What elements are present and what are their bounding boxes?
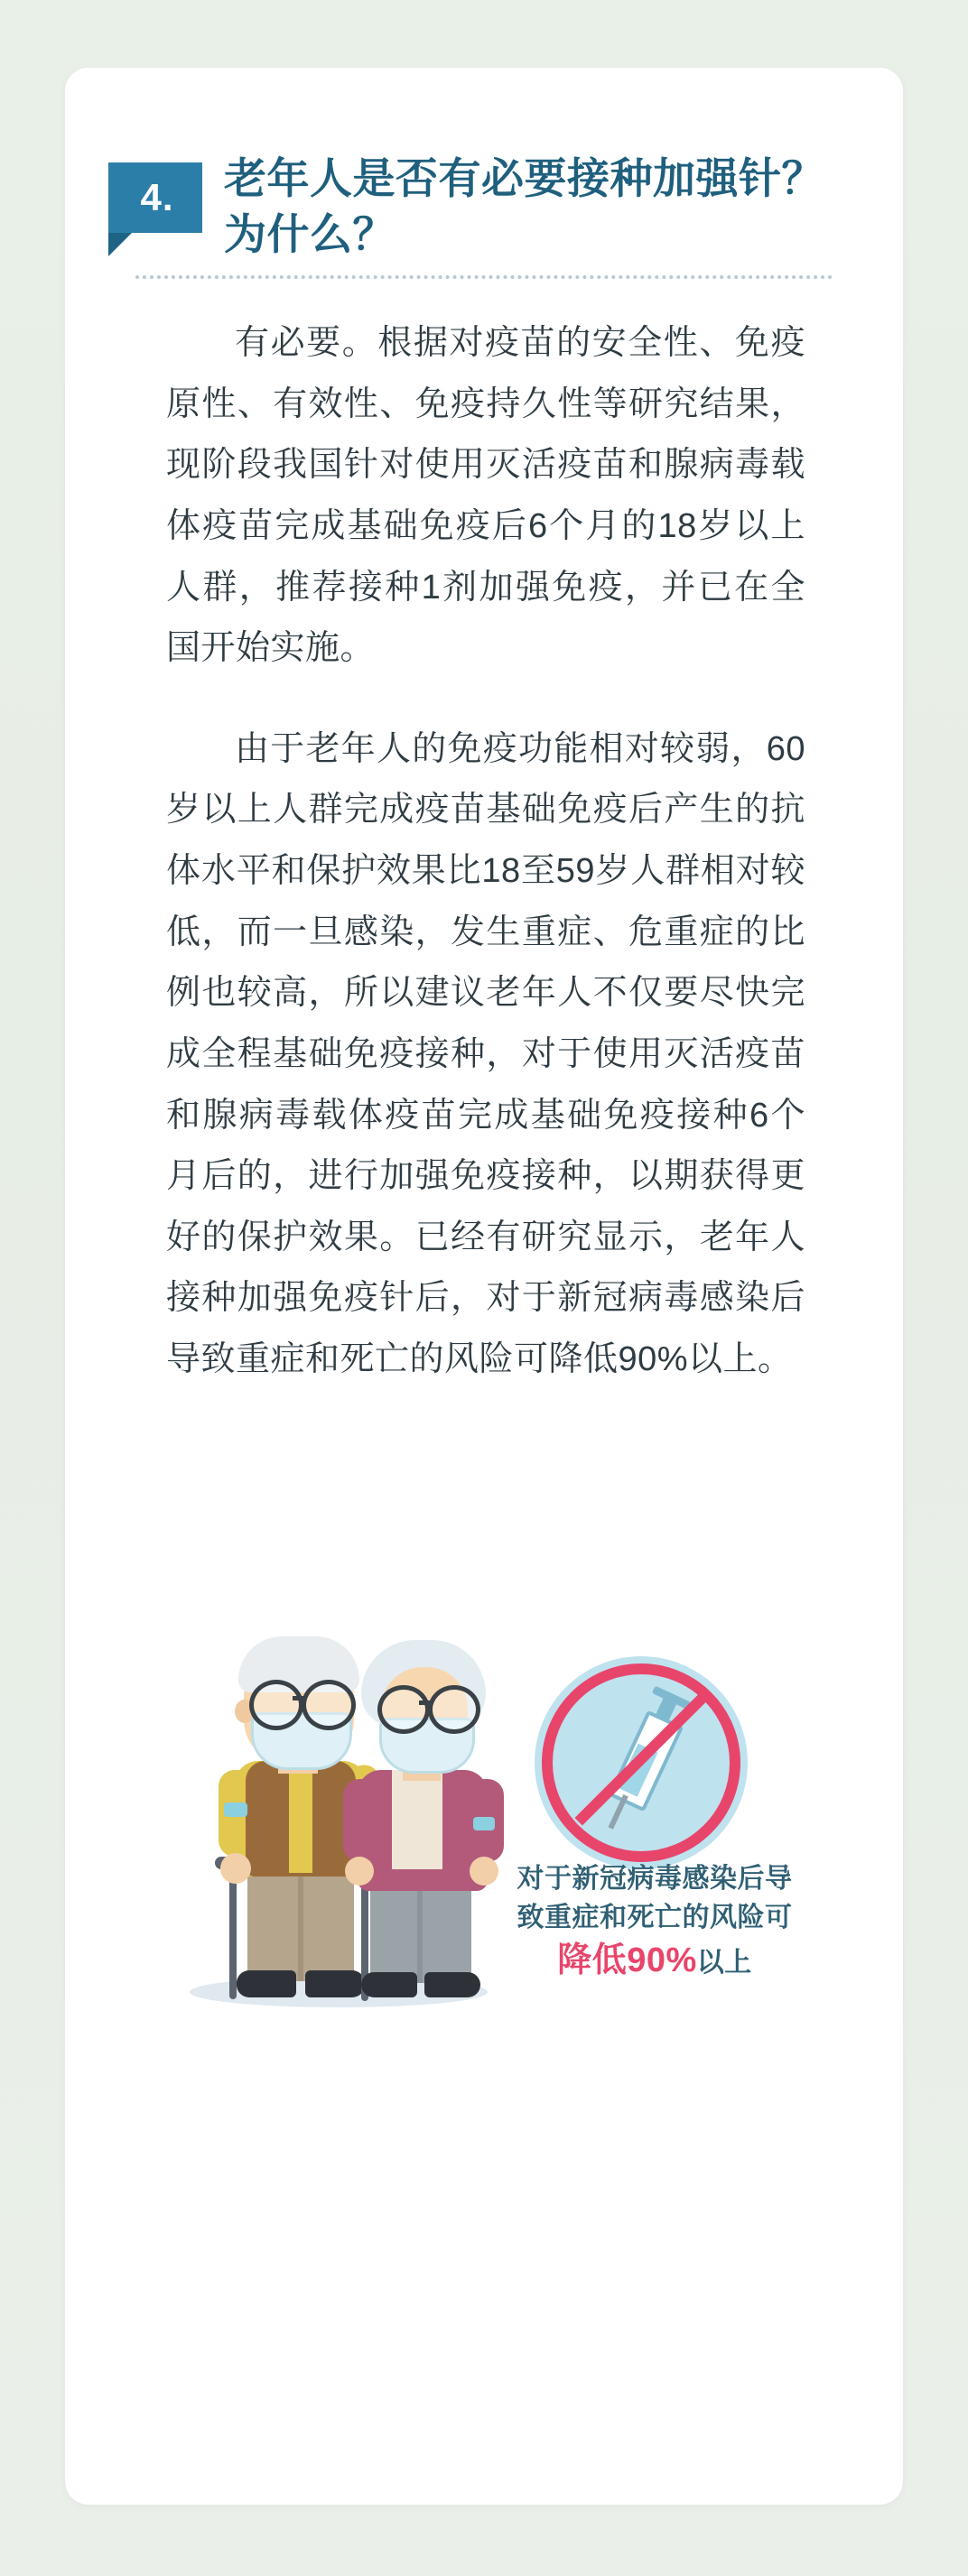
woman-shoe-right: [424, 1972, 480, 1997]
woman-shoe-left: [361, 1972, 417, 1997]
no-syringe-prohibition-sign: [535, 1656, 748, 1869]
woman-shirt: [392, 1770, 442, 1869]
section-header: [65, 68, 903, 275]
man-shoe-left: [237, 1970, 296, 1997]
glasses-lens-left: [249, 1680, 303, 1730]
bandage-icon: [224, 1802, 247, 1817]
section-number: 4.: [140, 176, 174, 218]
section-number-badge: [108, 162, 202, 233]
man-hand-left: [220, 1853, 251, 1884]
caption-tail: 以上: [696, 1948, 752, 1978]
page-title: 老年人是否有必要接种加强针？为什么？: [224, 154, 824, 259]
glasses-lens-right: [302, 1680, 356, 1730]
glasses-bridge: [293, 1696, 305, 1700]
paragraph-1: 有必要。根据对疫苗的安全性、免疫原性、有效性、免疫持久性等研究结果，现阶段我国针对使用灭活疫苗和腺病毒载体疫苗完成基础免疫后6个月的18岁以上人群，推荐接种1剂加强免疫，并已在全国开始实施。: [166, 324, 805, 668]
woman-hand-right: [470, 1857, 498, 1886]
illustration-caption: [506, 1860, 804, 1986]
bandage-icon-2: [473, 1817, 495, 1830]
caption-line-2: 致重症和死亡的风险可: [517, 1902, 793, 1932]
caption-line-1: 对于新冠病毒感染后导: [517, 1864, 793, 1894]
caption-line-3: [506, 1937, 804, 1986]
man-shoe-right: [305, 1970, 365, 1997]
cane-icon: [229, 1864, 237, 1999]
paragraph-2: 由于老年人的免疫功能相对较弱，60岁以上人群完成疫苗基础免疫后产生的抗体水平和保护效果比18至59岁人群相对较低，而一旦感染，发生重症、危重症的比例也较高，所以建议老年人不仅要尽快完成全程基础免疫接种，对于使用灭活疫苗和腺病毒载体疫苗完成基础免疫接种6个月后的，进行加强免疫接种，以期获得更好的保护效果。已经有研究显示，老年人接种加强免疫针后，对于新冠病毒感染后导致重症和死亡的风险可降低90%以上。: [166, 729, 805, 1378]
divider: [135, 275, 833, 279]
glasses-lens-right-2: [428, 1685, 480, 1734]
man-leg-gap: [298, 1864, 303, 1981]
badge-tail-decoration: [108, 233, 132, 256]
content-card: [65, 68, 903, 2505]
man-vest-opening: [289, 1765, 312, 1873]
illustration: [128, 1593, 851, 2062]
article-body: [166, 313, 805, 1431]
glasses-bridge-2: [419, 1700, 432, 1705]
woman-leg-gap: [417, 1878, 423, 1983]
woman-hand-left: [345, 1857, 374, 1886]
glasses-lens-left-2: [377, 1685, 430, 1734]
caption-highlight: 降低90%: [557, 1941, 697, 1980]
